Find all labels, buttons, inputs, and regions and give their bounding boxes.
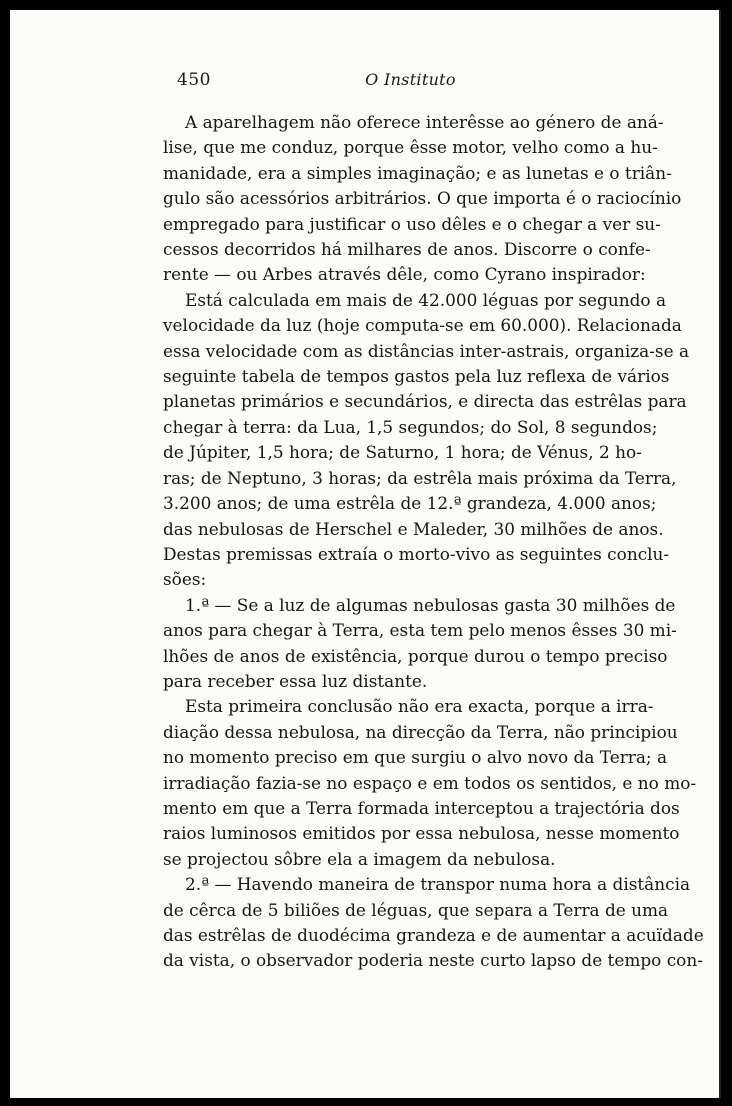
text-line: ras; de Neptuno, 3 horas; da estrêla mais próxima da Terra, (163, 467, 677, 488)
text-line: 2.ª — Havendo maneira de transpor numa hora a distância (185, 874, 691, 895)
book-page (10, 10, 721, 1098)
text-line: A aparelhagem não oferece interêsse ao género de aná- (185, 112, 664, 132)
text-line: anos para chegar à Terra, esta tem pelo menos êsses 30 mi- (163, 620, 677, 641)
text-line: para receber essa luz distante. (163, 670, 428, 691)
text-line: da vista, o observador poderia neste curto lapso de tempo con- (163, 950, 703, 971)
text-line: de cêrca de 5 biliões de léguas, que separa a Terra de uma (163, 899, 669, 920)
text-line: Está calculada em mais de 42.000 léguas por segundo a (185, 289, 667, 310)
text-line: se projectou sôbre ela a imagem da nebulosa. (163, 848, 556, 869)
text-line: sões: (163, 569, 207, 590)
text-line: diação dessa nebulosa, na direcção da Terra, não principiou (163, 721, 678, 742)
text-line: 3.200 anos; de uma estrêla de 12.ª grandeza, 4.000 anos; (163, 493, 657, 514)
text-line: lise, que me conduz, porque êsse motor, velho como a hu- (163, 137, 658, 158)
text-line: no momento preciso em que surgiu o alvo novo da Terra; a (163, 747, 668, 768)
text-line: essa velocidade com as distâncias inter-astrais, organiza-se a (163, 340, 690, 361)
text-line: cessos decorridos há milhares de anos. Discorre o confe- (163, 239, 651, 260)
text-line: das estrêlas de duodécima grandeza e de aumentar a acuïdade (163, 925, 704, 945)
text-line: gulo são acessórios arbitrários. O que importa é o raciocínio (163, 188, 682, 209)
text-line: das nebulosas de Herschel e Maleder, 30 milhões de anos. (163, 518, 664, 539)
text-line: de Júpiter, 1,5 hora; de Saturno, 1 hora; de Vénus, 2 ho- (163, 442, 642, 463)
text-line: irradiação fazia-se no espaço e em todos os sentidos, e no mo- (163, 772, 697, 793)
text-line: rente — ou Arbes através dêle, como Cyrano inspirador: (163, 264, 646, 285)
text-line: empregado para justificar o uso dêles e o chegar a ver su- (163, 213, 661, 234)
text-line: seguinte tabela de tempos gastos pela luz reflexa de vários (163, 366, 670, 387)
text-line: Destas premissas extraía o morto-vivo as seguintes conclu- (163, 543, 670, 564)
text-line: manidade, era a simples imaginação; e as lunetas e o triân- (163, 162, 672, 183)
text-line: velocidade da luz (hoje computa-se em 60.000). Relacionada (163, 315, 682, 336)
text-line: raios luminosos emitidos por essa nebulosa, nesse momento (163, 823, 680, 844)
text-line: 1.ª — Se a luz de algumas nebulosas gasta 30 milhões de (185, 594, 676, 615)
text-line: Esta primeira conclusão não era exacta, porque a irra- (185, 696, 654, 717)
text-line: mento em que a Terra formada interceptou a trajectória dos (163, 797, 680, 818)
running-title: O Instituto (365, 70, 456, 89)
page-number: 450 (177, 70, 211, 90)
page-header (173, 70, 648, 98)
text-line: lhões de anos de existência, porque durou o tempo preciso (163, 645, 668, 666)
body-text (163, 110, 704, 974)
text-line: planetas primários e secundários, e directa das estrêlas para (163, 391, 687, 412)
text-line: chegar à terra: da Lua, 1,5 segundos; do Sol, 8 segundos; (163, 416, 658, 437)
